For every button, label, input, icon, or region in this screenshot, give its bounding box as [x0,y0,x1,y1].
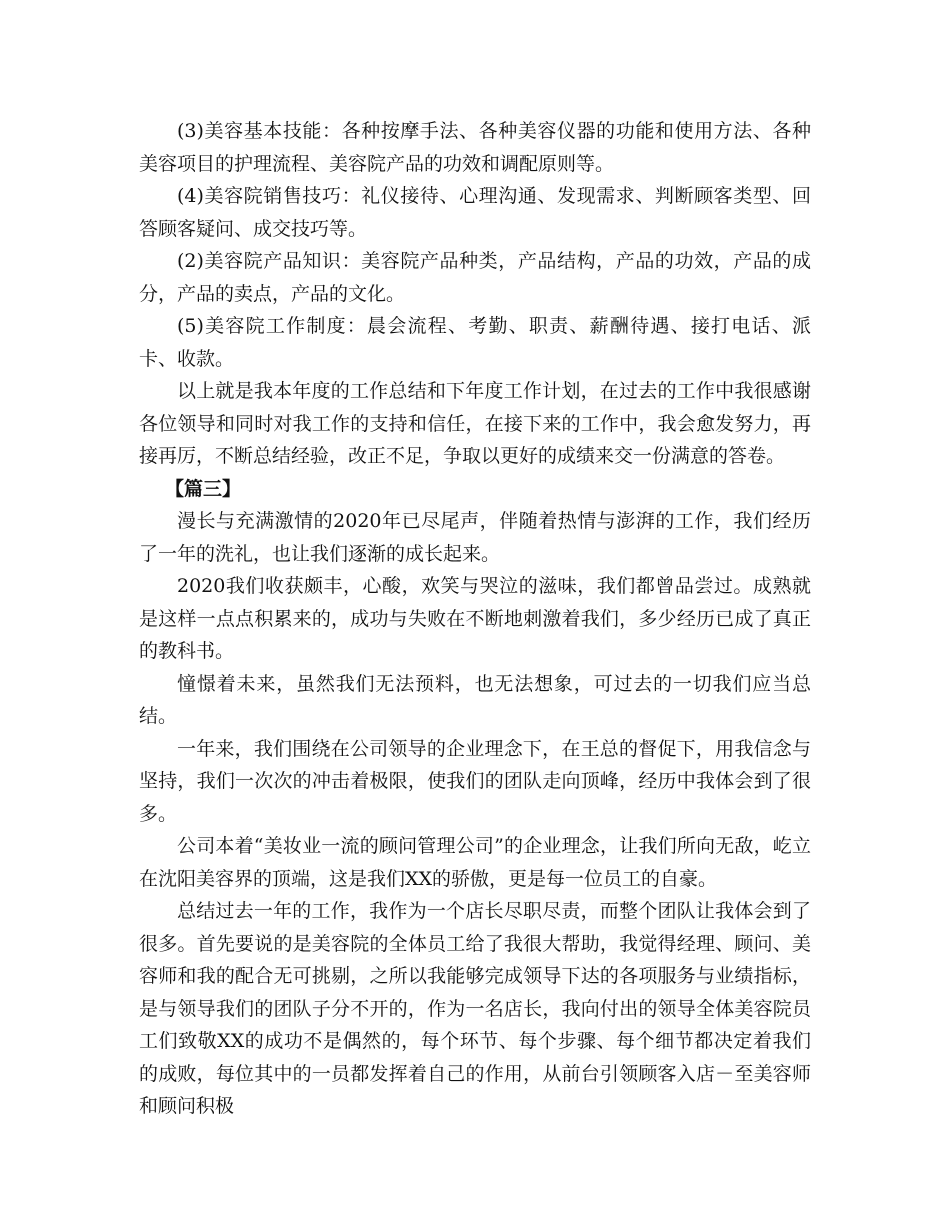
paragraph-company-philosophy: 公司本着“美妆业一流的顾问管理公司”的企业理念，让我们所向无敌，屹立在沈阳美容界的顶端，这是我们XX的骄傲，更是每一位员工的自豪。 [139,835,811,890]
paragraph-company-leadership: 一年来，我们围绕在公司领导的企业理念下，在王总的督促下，用我信念与坚持，我们一次次的冲击着极限，使我们的团队走向顶峰，经历中我体会到了很多。 [139,737,811,825]
paragraph-future: 憧憬着未来，虽然我们无法预料，也无法想象，可过去的一切我们应当总结。 [139,672,811,727]
paragraph-product-knowledge: (2)美容院产品知识：美容院产品种类，产品结构，产品的功效，产品的成分，产品的卖点，产品的文化。 [139,250,811,305]
document-page [139,115,811,1123]
paragraph-year-harvest: 2020我们收获颇丰，心酸，欢笑与哭泣的滋味，我们都曾品尝过。成熟就是这样一点点积累来的，成功与失败在不断地刺激着我们，多少经历已成了真正的教科书。 [139,575,811,662]
paragraph-sales-skills: (4)美容院销售技巧：礼仪接待、心理沟通、发现需求、判断顾客类型、回答顾客疑问、成交技巧等。 [139,185,811,240]
section-heading: 【篇三】 [165,477,242,500]
paragraph-work-rules: (5)美容院工作制度：晨会流程、考勤、职责、薪酬待遇、接打电话、派卡、收款。 [139,315,811,370]
paragraph-basic-skills: (3)美容基本技能：各种按摩手法、各种美容仪器的功能和使用方法、各种美容项目的护理流程、美容院产品的功效和调配原则等。 [139,120,811,175]
paragraph-year-intro: 漫长与充满激情的2020年已尽尾声，伴随着热情与澎湃的工作，我们经历了一年的洗礼，也让我们逐渐的成长起来。 [139,510,811,565]
paragraph-work-summary: 总结过去一年的工作，我作为一个店长尽职尽责，而整个团队让我体会到了很多。首先要说的是美容院的全体员工给了我很大帮助，我觉得经理、顾问、美容师和我的配合无可挑剔，之所以我能够完成领导下达的各项服务与业绩指标，是与领导我们的团队子分不开的，作为一名店长，我向付出的领导全体美容院员工们致敬XX的成功不是偶然的，每个环节、每个步骤、每个细节都决定着我们的成败，每位其中的一员都发挥着自己的作用，从前台引领顾客入店－至美容师和顾问积极 [139,900,811,1117]
paragraph-summary-conclusion: 以上就是我本年度的工作总结和下年度工作计划，在过去的工作中我很感谢各位领导和同时对我工作的支持和信任，在接下来的工作中，我会愈发努力，再接再厉，不断总结经验，改正不足，争取以更好的成绩来交一份满意的答卷。 [139,380,811,467]
